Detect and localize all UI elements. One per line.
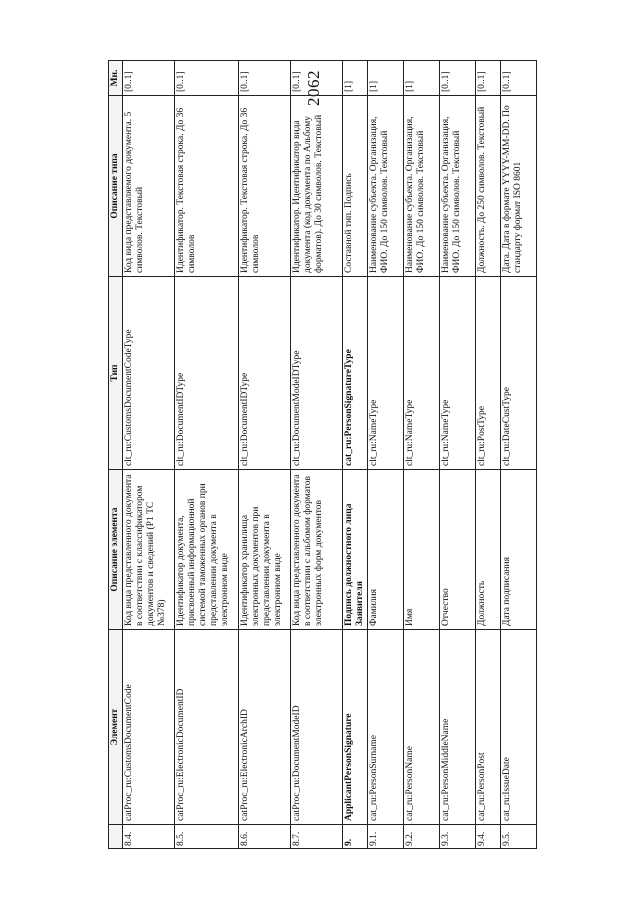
rotated-table-wrapper [108,61,523,849]
table-row [476,61,501,849]
row-description: Фамилия [368,470,404,630]
table-row [239,61,291,849]
row-type-description: Наименование субъекта. Организация, ФИО. До 150 символов. Текстовый [440,96,476,277]
row-description: Идентификатор документа, присвоенный информационной системой таможенных органов при представлении документа в электронном виде [175,470,239,630]
row-type: clt_ru:NameType [368,277,404,470]
row-type: clt_ru:DocumentIDType [175,277,239,470]
row-type: clt_ru:CustomsDocumentCodeType [123,277,175,470]
row-description: Код вида представленного документа в соответствии с классификатором документов и сведений (Р1 ТС №378) [123,470,175,630]
table-row [440,61,476,849]
schema-table [108,60,537,849]
table-row [175,61,239,849]
row-multiplicity: [1] [343,61,368,96]
row-type-description: Код вида представляемого документа. 5 символов. Текстовый [123,96,175,277]
row-multiplicity: [0..1] [440,61,476,96]
header-type: Тип [109,277,123,470]
row-multiplicity: [1] [368,61,404,96]
header-description: Описание элемента [109,470,123,630]
row-multiplicity: [0..1] [501,61,537,96]
row-num: 8.6. [239,825,291,849]
row-num: 9.5. [501,825,537,849]
row-description: Идентификатор хранилища электронных документов при представлении документа в электронном виде [239,470,291,630]
table-row [501,61,537,849]
header-type-description: Описание типа [109,96,123,277]
page-number: 2062 [304,70,323,106]
row-type: cat_ru:PersonSignatureType [343,277,368,470]
row-num: 8.7. [291,825,343,849]
row-element: catProc_ru:ElectronicArchID [239,630,291,825]
row-type-description: Дата. Дата в формате YYYY-MM-DD. По стандарту формат ISO 8601 [501,96,537,277]
header-row [109,61,123,849]
table-row-group [343,61,368,849]
row-multiplicity: [0..1] [476,61,501,96]
row-type: clt_ru:DocumentIDType [239,277,291,470]
row-element: cat_ru:PersonPost [476,630,501,825]
header-num [109,825,123,849]
row-element: catProc_ru:DocumentModeID [291,630,343,825]
row-multiplicity: [0..1] [239,61,291,96]
row-element: catProc_ru:CustomsDocumentCode [123,630,175,825]
row-type: clt_ru:DocumentModeIDType [291,277,343,470]
row-description: Должность [476,470,501,630]
row-type: clt_ru:PostType [476,277,501,470]
row-type-description: Идентификатор. Идентификатор вида документа (код документа по Альбому форматов). До 30 символов. Текстовый [291,96,343,277]
row-element: ApplicantPersonSignature [343,630,368,825]
row-type-description: Наименование субъекта. Организация, ФИО. До 150 символов. Текстовый [368,96,404,277]
row-element: cat_ru:PersonMiddleName [440,630,476,825]
row-element: cat_ru:IssueDate [501,630,537,825]
row-num: 9.4. [476,825,501,849]
table-row [291,61,343,849]
row-num: 8.4. [123,825,175,849]
table-container [108,61,523,849]
row-type-description: Идентификатор. Текстовая строка. До 36 символов [239,96,291,277]
row-type: clt_ru:NameType [440,277,476,470]
row-multiplicity: [0..1] [123,61,175,96]
row-description: Имя [404,470,440,630]
row-num: 8.5. [175,825,239,849]
table-row [404,61,440,849]
row-type-description: Составной тип. Подпись [343,96,368,277]
header-element: Элемент [109,630,123,825]
row-type-description: Наименование субъекта. Организация, ФИО. До 150 символов. Текстовый [404,96,440,277]
row-num: 9.1. [368,825,404,849]
table-row [368,61,404,849]
row-multiplicity: [1] [404,61,440,96]
row-type-description: Идентификатор. Текстовая строка. До 36 символов [175,96,239,277]
row-description: Дата подписания [501,470,537,630]
row-element: cat_ru:PersonName [404,630,440,825]
row-element: cat_ru:PersonSurname [368,630,404,825]
row-type: clt_ru:DateCustType [501,277,537,470]
row-multiplicity: [0..1] [291,61,343,96]
header-multiplicity: Мн. [109,61,123,96]
row-num: 9.3. [440,825,476,849]
row-description: Отчество [440,470,476,630]
row-type: clt_ru:NameType [404,277,440,470]
row-element: catProc_ru:ElectronicDocumentID [175,630,239,825]
row-description: Подпись должностного лица Заявителя [343,470,368,630]
row-num: 9.2. [404,825,440,849]
row-num: 9. [343,825,368,849]
table-row [123,61,175,849]
row-type-description: Должность. До 250 символов. Текстовый [476,96,501,277]
row-multiplicity: [0..1] [175,61,239,96]
row-description: Код вида представленного документа в соответствии с альбомом форматов электронных форм документов [291,470,343,630]
